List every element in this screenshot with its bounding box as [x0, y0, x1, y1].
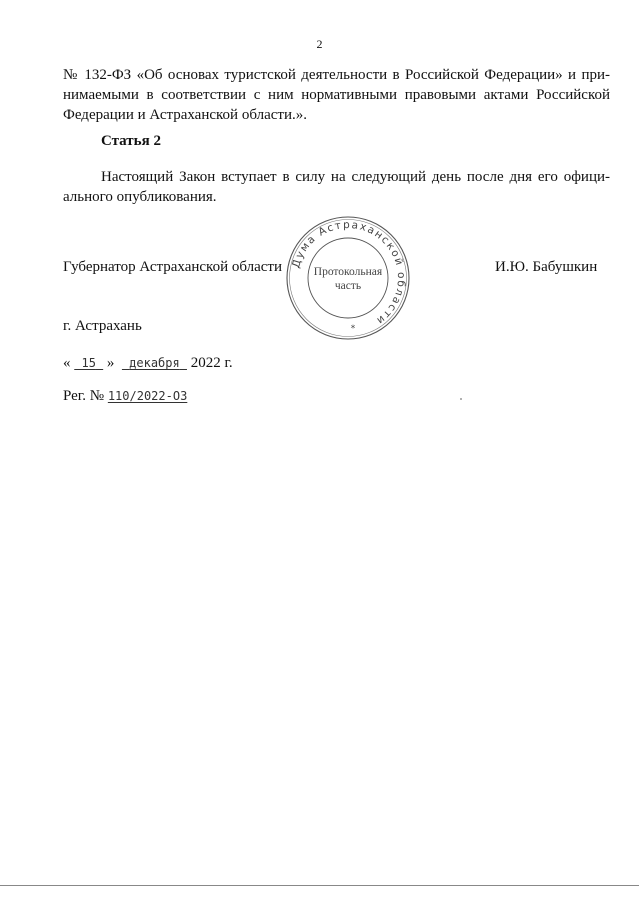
date-month: декабря — [129, 356, 180, 370]
stamp-ring-text: Дума Астраханской области — [290, 218, 408, 328]
article-heading: Статья 2 — [101, 133, 161, 149]
official-stamp — [283, 213, 413, 343]
stamp-center-line1: Протокольная — [313, 266, 383, 278]
scan-speck — [460, 398, 462, 400]
paragraph-line: нимаемыми в соответствии с ним нормативными правовыми актами Российской — [63, 87, 610, 103]
governor-name: И.Ю. Бабушкин — [495, 259, 598, 275]
date-line — [63, 355, 233, 372]
date-close-quote: » — [106, 355, 115, 371]
registration-number: 110/2022-ОЗ — [107, 389, 188, 403]
registration-label: Рег. № — [63, 388, 105, 404]
article-text-paragraph — [63, 167, 610, 207]
date-year: 2022 г. — [190, 355, 233, 371]
date-open-quote: « — [63, 355, 71, 371]
page-number: 2 — [316, 37, 323, 51]
law-text-paragraph — [63, 65, 610, 125]
city-line: г. Астрахань — [63, 318, 142, 334]
paragraph-line: Настоящий Закон вступает в силу на следующий день после дня его офици- — [101, 169, 610, 185]
registration-line — [63, 388, 187, 405]
footer-rule — [0, 885, 639, 886]
governor-position: Губернатор Астраханской области — [63, 259, 283, 275]
stamp-star-icon: * — [350, 324, 356, 334]
paragraph-line: Федерации и Астраханской области.». — [63, 107, 307, 123]
paragraph-line: ального опубликования. — [63, 189, 217, 205]
paragraph-line: № 132-ФЗ «Об основах туристской деятельности в Российской Федерации» и при- — [63, 67, 610, 83]
stamp-center-line2: часть — [334, 280, 362, 292]
date-day: 15 — [81, 356, 96, 370]
